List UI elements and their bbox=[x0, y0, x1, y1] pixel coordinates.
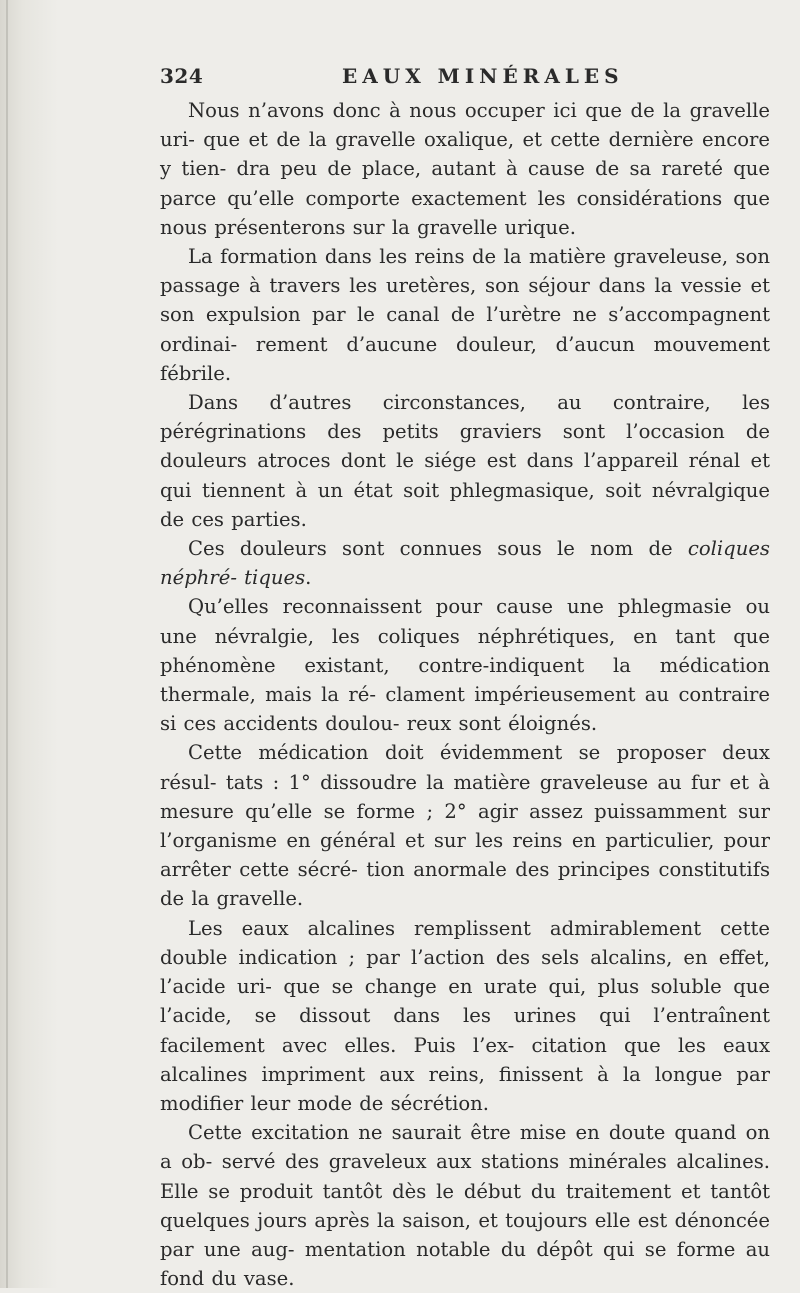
running-title: EAUX MINÉRALES bbox=[342, 64, 624, 88]
body-text bbox=[160, 96, 770, 1293]
paragraph-4 bbox=[160, 534, 770, 592]
paragraph-2: La formation dans les reins de la matière graveleuse, son passage à travers les uretères, son séjour dans la vessie et son expulsion par le canal de l’urètre ne s’accompagnent ordinai- rement d’aucune douleur, d’aucun mouvement fébrile. bbox=[160, 245, 770, 385]
running-head bbox=[160, 64, 770, 94]
paragraph-6: Cette médication doit évidemment se proposer deux résul- tats : 1° dissoudre la matière graveleuse au fur et à mesure qu’elle se forme ; 2° agir assez puissamment sur l’organisme en général et sur les reins en particulier, pour arrêter cette sécré- tion anormale des principes constitutifs de la gravelle. bbox=[160, 741, 770, 911]
paragraph-3: Dans d’autres circonstances, au contraire, les pérégrinations des petits graviers sont l’occasion de douleurs atroces dont le siége est dans l’appareil rénal et qui tiennent à un état soit phlegmasique, soit névralgique de ces parties. bbox=[160, 391, 770, 531]
paragraph-8: Cette excitation ne saurait être mise en doute quand on a ob- servé des graveleux aux stations minérales alcalines. Elle se produit tantôt dès le début du traitement et tantôt quelques jours après la saison, et toujours elle est dénoncée par une aug- mentation notable du dépôt qui se forme au fond du vase. bbox=[160, 1121, 770, 1291]
paragraph-4-italic-term: coliques néphré- tiques bbox=[160, 537, 770, 590]
paragraph-7: Les eaux alcalines remplissent admirablement cette double indication ; par l’action des sels alcalins, en effet, l’acide uri- que se change en urate qui, plus soluble que l’acide, se dissout dans les urines qui l’entraînent facilement avec elles. Puis l’ex- citation que les eaux alcalines impriment aux reins, finissent à la longue par modifier leur mode de sécrétion. bbox=[160, 916, 770, 1115]
paragraph-4-text: Ces douleurs sont connues sous le nom de bbox=[188, 537, 688, 561]
page-number: 324 bbox=[160, 64, 204, 88]
paragraph-1: Nous n’avons donc à nous occuper ici que de la gravelle uri- que et de la gravelle oxalique, et cette dernière encore y tien- dra peu de place, autant à cause de sa rareté que parce qu’elle comporte exactement les considérations que nous présenterons sur la gravelle urique. bbox=[160, 99, 770, 239]
paragraph-5: Qu’elles reconnaissent pour cause une phlegmasie ou une névralgie, les coliques néphrétiques, en tant que phénomène existant, contre-indiquent la médication thermale, mais la ré- clament impérieusement au contraire si ces accidents doulou- reux sont éloignés. bbox=[160, 595, 770, 736]
paragraph-4-end: . bbox=[305, 566, 312, 590]
